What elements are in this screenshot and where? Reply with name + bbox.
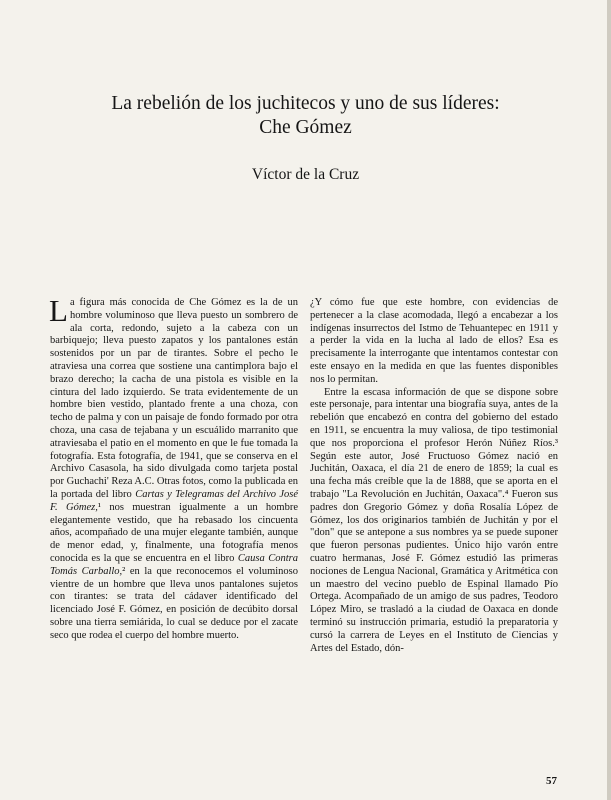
page-number: 57 (546, 775, 557, 787)
drop-cap: L (49, 293, 68, 328)
title-line-2: Che Gómez (259, 117, 352, 138)
paragraph-1-text-c: ¹ nos muestran igualmente a un hombre elegantemente vestido, que ha rebasado los cincuenta años, acompañado de una mujer elegante también, aunque de menor edad, y, finalmente, una fotografía menos conocida es la que se encuentra en el libro (50, 501, 298, 564)
right-column (310, 297, 558, 655)
book-title-cartas: Cartas y Telegramas del Archivo José F. Gómez, (50, 488, 299, 513)
book-title-causa: Causa Contra Tomás Carballo, (50, 552, 298, 577)
left-column (49, 293, 299, 643)
author-name: Víctor de la Cruz (251, 166, 360, 183)
title-line-1: La rebelión de los juchitecos y uno de sus líderes: (111, 93, 500, 114)
paragraph-1 (49, 293, 299, 643)
paragraph-1-text-a: a figura más conocida de Che Gómez es la de un hombre voluminoso que lleva puesto un sombrero de ala corta, redondo, sujeto a la cabeza con un barbiquejo; lleva puesto zapatos y los pantalones están sostenidos por un par de tirantes. Sobre el pecho le atraviesa una correa que sostiene una cantimplora bajo el brazo derecho; la cacha de una pistola es visible en la cintura del lado izquierdo. Se trata evidentemente de un hombre bien vestido, plantado frente a una choza, con techo de palma y con un paisaje de fondo formado por otra choza, una casa de tejabana y un escuálido marranito que atraviesaba el patio en el momento en que le fue tomada la fotografía. Esta fotografía, de 1941, que se conserva en el Archivo Casasola, ha sido divulgada como tarjeta postal por Guchachi' Reza A.C. Otras fotos, como la publicada en la portada del libro (50, 297, 298, 500)
page-edge-shadow (607, 0, 611, 800)
paragraph-1-text-e: ² en la que reconocemos el voluminoso vientre de un hombre que lleva unos pantalones sujetos con tirantes: se trata del cádaver identificado del licenciado José F. Gómez, en posición de decúbito dorsal sobre una tierra semiárida, lo cual se deduce por el zacate seco que rodea el cuerpo del hombre muerto. (50, 565, 298, 641)
paragraph-3: Entre la escasa información de que se dispone sobre este personaje, para intentar una biografía suya, antes de la rebelión que encabezó en contra del gobierno del estado en 1911, se encuentra la muy valiosa, de tipo testimonial que nos proporciona el profesor Herón Núñez Ríos.³ Según este autor, José Fructuoso Gómez nació en Juchitán, Oaxaca, el día 21 de enero de 1859; la cual es una fecha más creíble que la de 1888, que se aporta en el trabajo "La Revolución en Juchitán, Oaxaca".⁴ Fueron sus padres don Gregorio Gómez y doña Rosalía López de Gómez, los dos originarios también de Juchitán y por el "don" que se antepone a sus nombres ya se puede suponer que fueron personas pudientes. Único hijo varón entre cuatro hermanas, José F. Gómez estudió las primeras nociones de Lengua Nacional, Gramática y Aritmética con un maestro del vecino pueblo de Espinal llamado Pío Ortega. Acompañado de un amigo de sus padres, Teodoro López Miro, se trasladó a la ciudad de Oaxaca en donde terminó su instrucción primaria, estudió la preparatoria y cursó la carrera de Leyes en el Instituto de Ciencias y Artes del Estado, dón- (310, 386, 558, 654)
article-title (40, 92, 571, 140)
paragraph-2: ¿Y cómo fue que este hombre, con evidencias de pertenecer a la clase acomodada, llegó a encabezar a los indígenas insurrectos del Istmo de Tehuantepec en 1911 y a perder la vida en la lucha al lado de ellos? Esa es precisamente la interrogante que intentamos contestar con este ensayo en la medida en que las fuentes disponibles nos lo permitan. (310, 297, 558, 385)
